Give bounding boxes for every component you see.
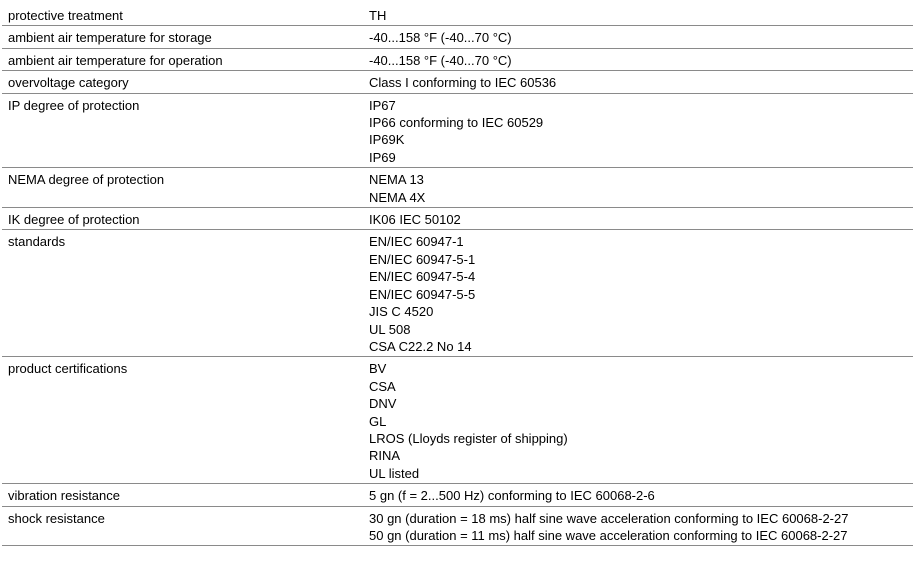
value-line: CSA (369, 378, 396, 394)
table-row (2, 484, 913, 506)
row-value (360, 357, 913, 484)
value-line: 30 gn (duration = 18 ms) half sine wave acceleration conforming to IEC 60068-2-27 (369, 510, 849, 526)
row-label: vibration resistance (2, 484, 360, 506)
row-label: IP degree of protection (2, 93, 360, 168)
value-line: IP69K (369, 132, 405, 148)
row-label: standards (2, 230, 360, 357)
row-label: NEMA degree of protection (2, 168, 360, 208)
table-row (2, 71, 913, 93)
value-line: UL 508 (369, 321, 411, 337)
value-line: TH (369, 8, 387, 23)
table-row (2, 4, 913, 26)
value-line: -40...158 °F (-40...70 °C) (369, 30, 512, 46)
value-line: EN/IEC 60947-5-1 (369, 251, 476, 267)
spec-table (2, 4, 913, 546)
table-row (2, 26, 913, 48)
row-value (360, 506, 913, 546)
table-row (2, 208, 913, 230)
value-line: BV (369, 361, 387, 377)
value-line: IP67 (369, 97, 396, 113)
value-line: IP69 (369, 149, 396, 165)
value-line: DNV (369, 396, 397, 412)
table-row (2, 48, 913, 70)
row-label: IK degree of protection (2, 208, 360, 230)
value-line: EN/IEC 60947-1 (369, 234, 464, 250)
table-row (2, 230, 913, 357)
value-line: RINA (369, 448, 401, 464)
row-value (360, 48, 913, 70)
row-value (360, 26, 913, 48)
value-line: IP66 conforming to IEC 60529 (369, 115, 544, 131)
value-line: GL (369, 413, 387, 429)
row-label: ambient air temperature for storage (2, 26, 360, 48)
table-row (2, 93, 913, 168)
table-row (2, 506, 913, 546)
value-line: 5 gn (f = 2...500 Hz) conforming to IEC 60068-2-6 (369, 488, 655, 504)
row-value (360, 208, 913, 230)
value-line: IK06 IEC 50102 (369, 212, 461, 228)
table-row (2, 168, 913, 208)
value-line: UL listed (369, 465, 420, 481)
row-value (360, 168, 913, 208)
value-line: CSA C22.2 No 14 (369, 338, 472, 354)
value-line: 50 gn (duration = 11 ms) half sine wave acceleration conforming to IEC 60068-2-27 (369, 527, 848, 543)
row-value (360, 230, 913, 357)
value-line: EN/IEC 60947-5-4 (369, 269, 476, 285)
value-line: NEMA 13 (369, 172, 424, 188)
row-label: overvoltage category (2, 71, 360, 93)
value-line: EN/IEC 60947-5-5 (369, 286, 476, 302)
row-value (360, 93, 913, 168)
row-label: product certifications (2, 357, 360, 484)
table-row (2, 357, 913, 484)
value-line: NEMA 4X (369, 189, 426, 205)
row-label: ambient air temperature for operation (2, 48, 360, 70)
row-value (360, 484, 913, 506)
value-line: LROS (Lloyds register of shipping) (369, 430, 568, 446)
value-line: JIS C 4520 (369, 304, 434, 320)
row-value (360, 4, 913, 26)
value-line: -40...158 °F (-40...70 °C) (369, 52, 512, 68)
value-line: Class I conforming to IEC 60536 (369, 75, 557, 91)
row-label: shock resistance (2, 506, 360, 546)
row-label: protective treatment (2, 4, 360, 26)
row-value (360, 71, 913, 93)
